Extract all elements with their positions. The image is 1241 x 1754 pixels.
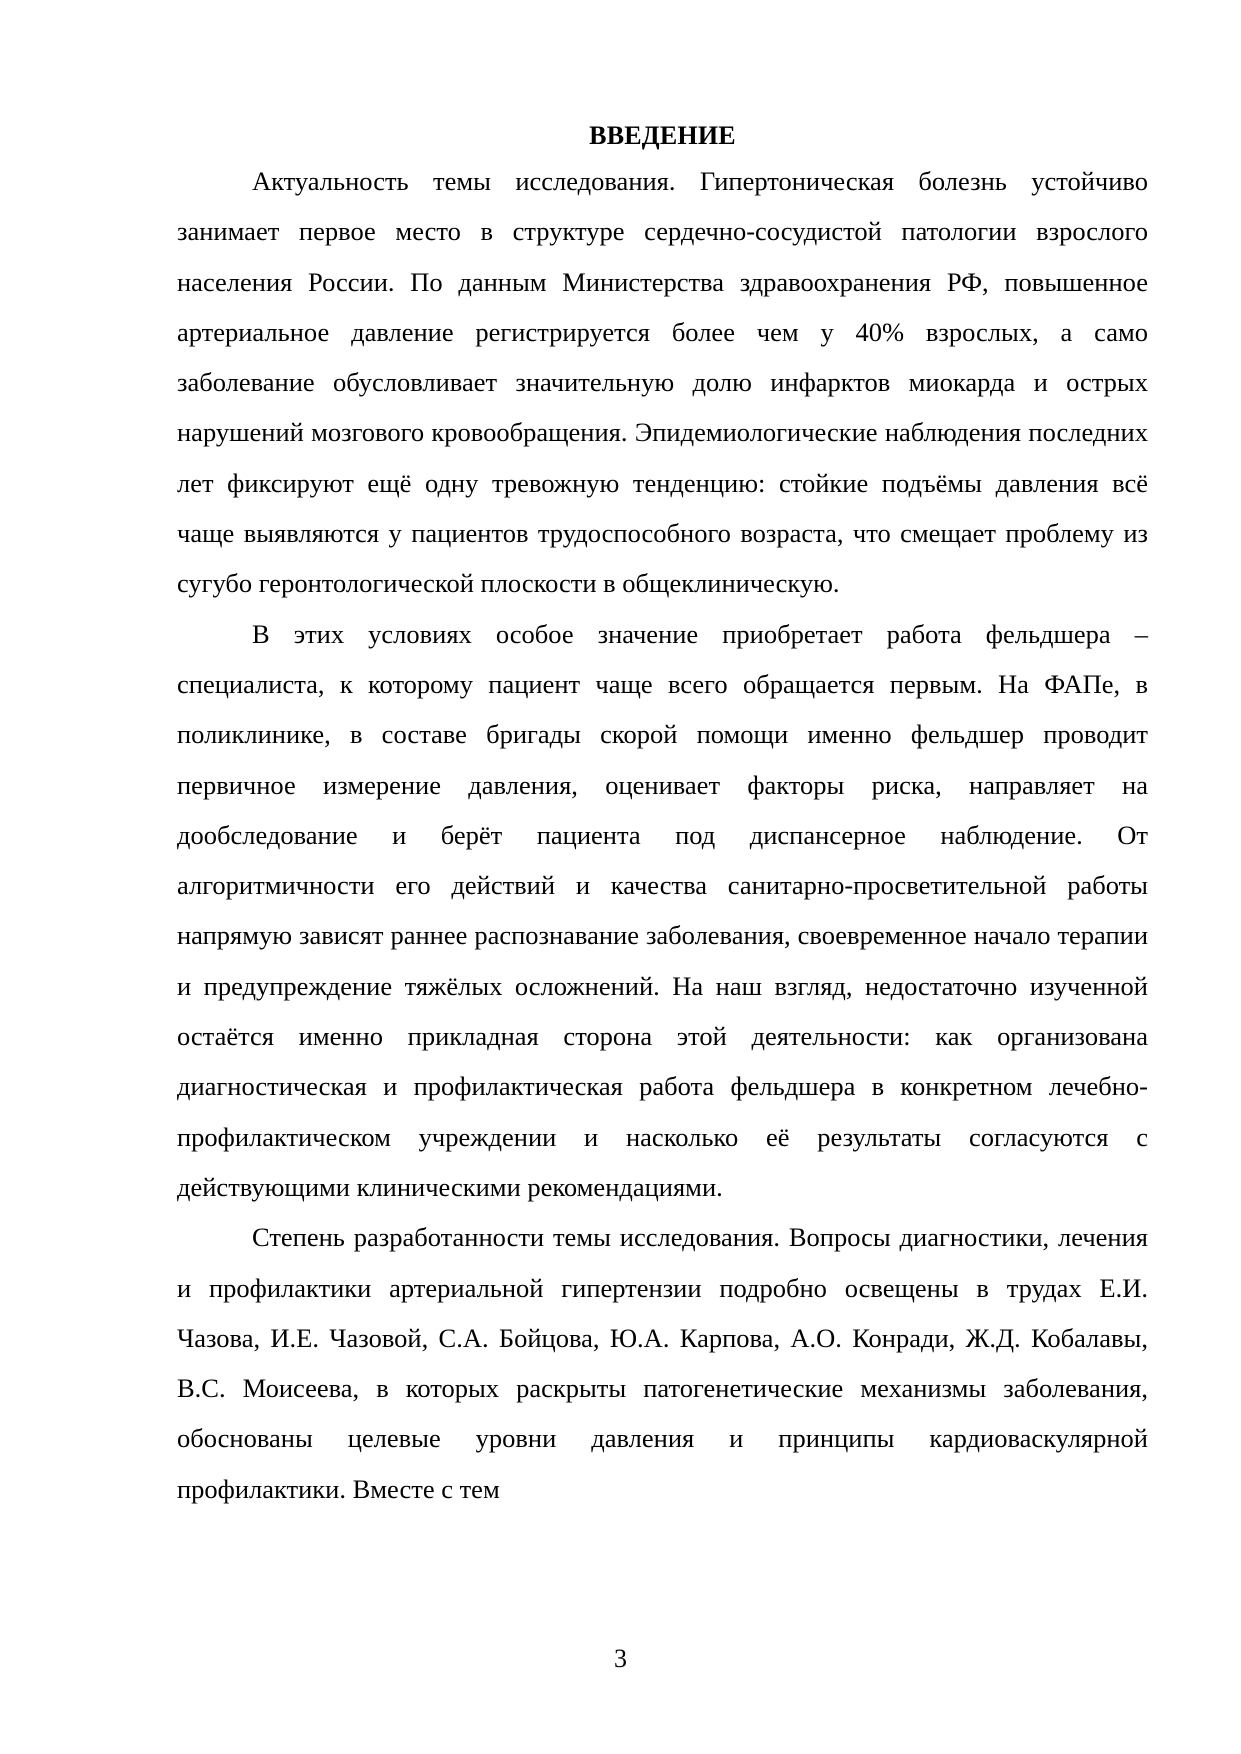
section-heading: ВВЕДЕНИЕ [589, 121, 736, 150]
paragraph-paramedic-role: В этих условиях особое значение приобретает работа фельдшера – специалиста, к которому пациент чаще всего обращается первым. На ФАПе, в поликлинике, в составе бригады скорой помощи именно фельдшер проводит первичное измерение давления, оценивает факторы риска, направляет на дообследование и берёт пациента под диспансерное наблюдение. От алгоритмичности его действий и качества санитарно-просветительной работы напрямую зависят раннее распознавание заболевания, своевременное начало терапии и предупреждение тяжёлых осложнений. На наш взгляд, недостаточно изученной остаётся именно прикладная сторона этой деятельности: как организована диагностическая и профилактическая работа фельдшера в конкретном лечебно-профилактическом учреждении и насколько её результаты согласуются с действующими клиническими рекомендациями. [177, 618, 1148, 1202]
page-number: 3 [614, 1644, 627, 1673]
paragraph-degree-of-development: Степень разработанности темы исследования. Вопросы диагностики, лечения и профилактики артериальной гипертензии подробно освещены в трудах Е.И. Чазова, И.Е. Чазовой, С.А. Бойцова, Ю.А. Карпова, А.О. Конради, Ж.Д. Кобалавы, В.С. Моисеева, в которых раскрыты патогенетические механизмы заболевания, обоснованы целевые уровни давления и принципы кардиоваскулярной профилактики. Вместе с тем [177, 1222, 1148, 1504]
page-body [177, 116, 1148, 1514]
paragraph-relevance: Актуальность темы исследования. Гипертоническая болезнь устойчиво занимает первое место в структуре сердечно-сосудистой патологии взрослого населения России. По данным Министерства здравоохранения РФ, повышенное артериальное давление регистрируется более чем у 40% взрослых, а само заболевание обусловливает значительную долю инфарктов миокарда и острых нарушений мозгового кровообращения. Эпидемиологические наблюдения последних лет фиксируют ещё одну тревожную тенденцию: стойкие подъёмы давления всё чаще выявляются у пациентов трудоспособного возраста, что смещает проблему из сугубо геронтологической плоскости в общеклиническую. [177, 166, 1148, 599]
